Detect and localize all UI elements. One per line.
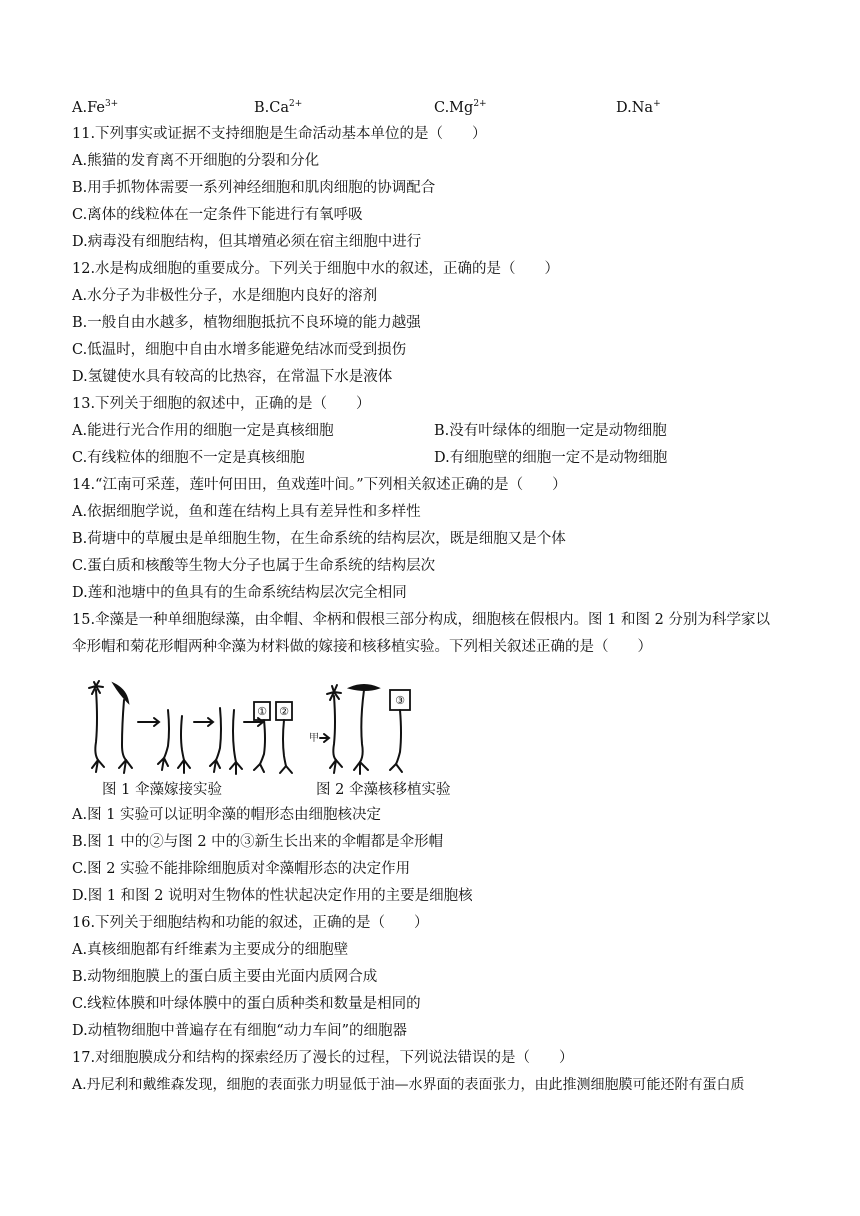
q15-stem-line2: 伞形帽和菊花形帽两种伞藻为材料做的嫁接和核移植实验。下列相关叙述正确的是（ ） (72, 639, 652, 655)
q14-stem: 14.“江南可采莲，莲叶何田田，鱼戏莲叶间。”下列相关叙述正确的是（ ） (72, 477, 567, 493)
q11-option-d: D.病毒没有细胞结构，但其增殖必须在宿主细胞中进行 (72, 234, 422, 250)
q10-option-b: $B.Ca^{2+}$ (254, 99, 303, 116)
fig2-arrow (320, 734, 329, 742)
q16-option-a: A.真核细胞都有纤维素为主要成分的细胞壁 (72, 942, 349, 958)
q11-option-b: B.用手抓物体需要一系列神经细胞和肌肉细胞的协调配合 (72, 180, 436, 196)
q14-option-b: B.荷塘中的草履虫是单细胞生物，在生命系统的结构层次，既是细胞又是个体 (72, 531, 566, 547)
q13-option-c: C.有线粒体的细胞不一定是真核细胞 (72, 450, 305, 466)
q11-stem: 11.下列事实或证据不支持细胞是生命活动基本单位的是（ ） (72, 126, 487, 142)
fig1-graft-stage-2 (210, 708, 242, 774)
q14-option-d: D.莲和池塘中的鱼具有的生命系统结构层次完全相同 (72, 585, 407, 601)
figure-label-1: ① (257, 705, 267, 718)
fig1-arrow-2 (194, 718, 213, 726)
q10-option-c: $C.Mg^{2+}$ (434, 99, 487, 116)
q17-option-a: A.丹尼利和戴维森发现，细胞的表面张力明显低于油—水界面的表面张力，由此推测细胞膜可能还附有蛋白质 (72, 1077, 745, 1093)
q11-option-a: A.熊猫的发育离不开细胞的分裂和分化 (72, 153, 320, 169)
q13-option-a: A.能进行光合作用的细胞一定是真核细胞 (72, 423, 334, 439)
q15-stem-line1: 15.伞藻是一种单细胞绿藻，由伞帽、伞柄和假根三部分构成，细胞核在假根内。图 1 和图 2 分别为科学家以 (72, 612, 770, 628)
q12-option-d: D.氢键使水具有较高的比热容，在常温下水是液体 (72, 369, 393, 385)
acetabularia-figure (84, 680, 444, 780)
q11-option-c: C.离体的线粒体在一定条件下能进行有氧呼吸 (72, 207, 363, 223)
q12-stem: 12.水是构成细胞的重要成分。下列关于细胞中水的叙述，正确的是（ ） (72, 261, 560, 277)
fig2-alga-umbrella (350, 685, 378, 774)
fig1-alga-umbrella (114, 684, 132, 773)
q13-option-b: B.没有叶绿体的细胞一定是动物细胞 (434, 423, 667, 439)
q15-option-d: D.图 1 和图 2 说明对生物体的性状起决定作用的主要是细胞核 (72, 888, 473, 904)
q12-option-a: A.水分子为非极性分子，水是细胞内良好的溶剂 (72, 288, 378, 304)
q14-option-a: A.依据细胞学说，鱼和莲在结构上具有差异性和多样性 (72, 504, 421, 520)
q10-option-a: $A.Fe^{3+}$ (72, 99, 119, 116)
q13-stem: 13.下列关于细胞的叙述中，正确的是（ ） (72, 396, 371, 412)
q12-option-c: C.低温时，细胞中自由水增多能避免结冰而受到损伤 (72, 342, 407, 358)
fig1-graft-stage-1 (158, 710, 190, 773)
q15-option-a: A.图 1 实验可以证明伞藻的帽形态由细胞核决定 (72, 807, 382, 823)
q10-option-d: D.Na+ (616, 99, 661, 116)
fig1-alga-chrysanthemum (89, 681, 104, 772)
q13-option-d: D.有细胞壁的细胞一定不是动物细胞 (434, 450, 668, 466)
fig2-alga-chrysanthemum (327, 685, 342, 773)
q16-option-b: B.动物细胞膜上的蛋白质主要由光面内质网合成 (72, 969, 378, 985)
q15-option-c: C.图 2 实验不能排除细胞质对伞藻帽形态的决定作用 (72, 861, 411, 877)
figure-label-3: ③ (395, 694, 405, 707)
q14-option-c: C.蛋白质和核酸等生物大分子也属于生命系统的结构层次 (72, 558, 436, 574)
q15-option-b: B.图 1 中的②与图 2 中的③新生长出来的伞帽都是伞形帽 (72, 834, 444, 850)
q16-stem: 16.下列关于细胞结构和功能的叙述，正确的是（ ） (72, 915, 429, 931)
fig1-arrow-1 (138, 718, 159, 726)
q12-option-b: B.一般自由水越多，植物细胞抵抗不良环境的能力越强 (72, 315, 421, 331)
figure-label-2: ② (279, 705, 289, 718)
q16-option-c: C.线粒体膜和叶绿体膜中的蛋白质种类和数量是相同的 (72, 996, 421, 1012)
q16-option-d: D.动植物细胞中普遍存在有细胞“动力车间”的细胞器 (72, 1023, 408, 1039)
figure2-caption: 图 2 伞藻核移植实验 (316, 782, 451, 798)
figure-label-jia: 甲 (309, 733, 319, 744)
figure1-caption: 图 1 伞藻嫁接实验 (102, 782, 222, 798)
q17-stem: 17.对细胞膜成分和结构的探索经历了漫长的过程，下列说法错误的是（ ） (72, 1050, 574, 1066)
